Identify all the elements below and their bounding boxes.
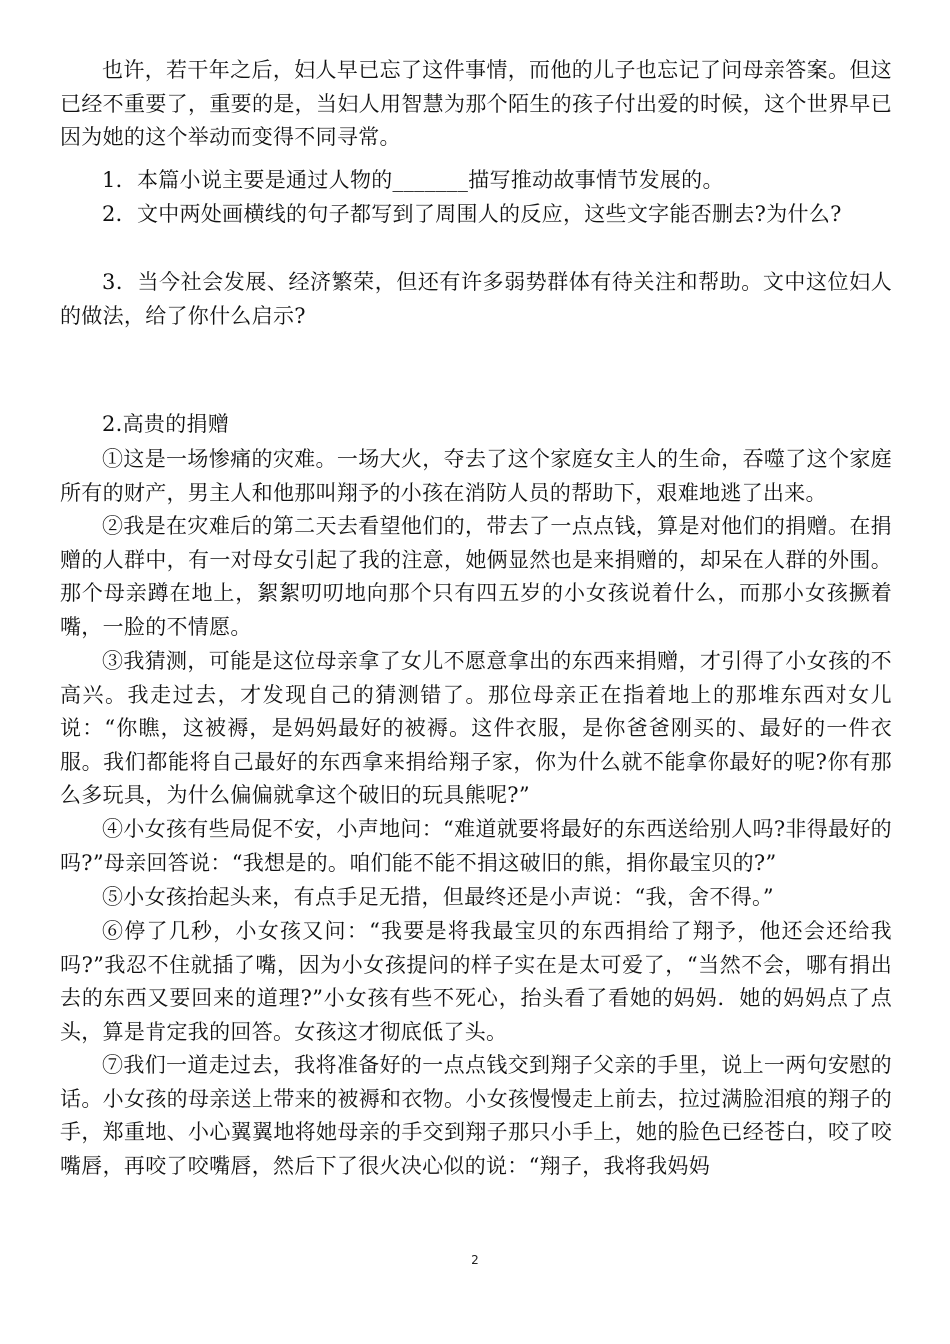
story2-paragraph-7: ⑦我们一道走过去，我将准备好的一点点钱交到翔子父亲的手里，说上一两句安慰的话。小女孩的母亲送上带来的被褥和衣物。小女孩慢慢走上前去，拉过满脸泪痕的翔子的手，郑重地、小心翼翼地将她母亲的手交到翔子那只小手上，她的脸色已经苍白，咬了咬嘴唇，再咬了咬嘴唇，然后下了很火决心似的说：“翔子，我将我妈妈 — [60, 1053, 892, 1178]
page-number: 2 — [471, 1253, 479, 1267]
story2-paragraph-6: ⑥停了几秒，小女孩又问：“我要是将我最宝贝的东西捐给了翔予，他还会还给我吗?”我忍不住就插了嘴，因为小女孩提问的样子实在是太可爱了，“当然不会，哪有捐出去的东西又要回来的道理?”小女孩有些不死心，抬头看了看她的妈妈．她的妈妈点了点头，算是肯定我的回答。女孩这才彻底低了头。 — [60, 919, 892, 1044]
story2-paragraph-5: ⑤小女孩抬起头来，有点手足无措，但最终还是小声说：“我，舍不得。” — [102, 885, 774, 909]
story2-paragraph-3: ③我猜测，可能是这位母亲拿了女儿不愿意拿出的东西来捐赠，才引得了小女孩的不高兴。我走过去，才发现自己的猜测错了。那位母亲正在指着地上的那堆东西对女儿说：“你瞧，这被褥，是妈妈最好的被褥。这件衣服，是你爸爸刚买的、最好的一件衣服。我们都能将自己最好的东西拿来捐给翔子家，你为什么就不能拿你最好的呢?你有那么多玩具，为什么偏偏就拿这个破旧的玩具熊呢?” — [60, 649, 892, 807]
story2-title: 2.高贵的捐赠 — [102, 412, 230, 436]
story2-paragraph-1: ①这是一场惨痛的灾难。一场大火，夺去了这个家庭女主人的生命，吞噬了这个家庭所有的财产，男主人和他那叫翔予的小孩在消防人员的帮助下，艰难地逃了出来。 — [60, 447, 892, 505]
story2-paragraph-2: ②我是在灾难后的第二天去看望他们的，带去了一点点钱，算是对他们的捐赠。在捐赠的人群中，有一对母女引起了我的注意，她俩显然也是来捐赠的，却呆在人群的外围。那个母亲蹲在地上，絮絮叨叨地向那个只有四五岁的小女孩说着什么，而那小女孩撅着嘴，一脸的不情愿。 — [60, 514, 892, 639]
question-1: 1．本篇小说主要是通过人物的_______描写推动故事情节发展的。 — [102, 168, 724, 192]
question-2: 2．文中两处画横线的句子都写到了周围人的反应，这些文字能否删去?为什么? — [102, 202, 842, 226]
question-3: 3．当今社会发展、经济繁荣，但还有许多弱势群体有待关注和帮助。文中这位妇人的做法，给了你什么启示? — [60, 270, 892, 328]
story1-ending-paragraph: 也许，若干年之后，妇人早已忘了这件事情，而他的儿子也忘记了问母亲答案。但这已经不重要了，重要的是，当妇人用智慧为那个陌生的孩子付出爱的时候，这个世界早已因为她的这个举动而变得不同寻常。 — [60, 58, 892, 149]
story2-paragraph-4: ④小女孩有些局促不安，小声地问：“难道就要将最好的东西送给别人吗?非得最好的吗?”母亲回答说：“我想是的。咱们能不能不捐这破旧的熊，捐你最宝贝的?” — [60, 817, 892, 875]
